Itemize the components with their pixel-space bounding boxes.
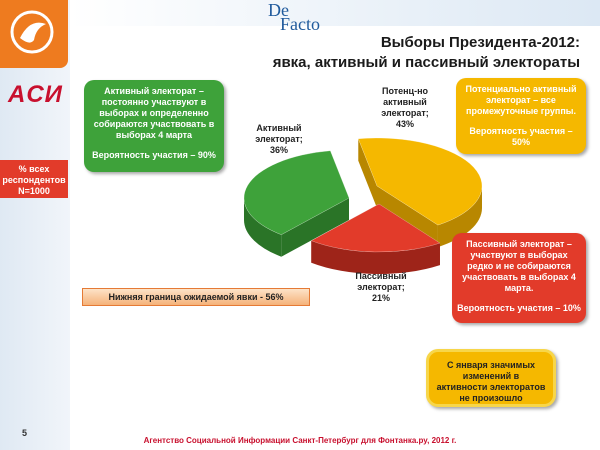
turnout-lower-bound-note: Нижняя граница ожидаемой явки - 56% — [82, 288, 310, 306]
title-line-2: явка, активный и пассивный электораты — [272, 54, 580, 71]
info-line-2: изменений в — [462, 371, 520, 381]
potential-electorate-callout — [456, 78, 586, 154]
title-line-1: Выборы Президента-2012: — [380, 34, 580, 51]
pie-label-potential — [370, 86, 440, 130]
info-line-3: активности электоратов — [436, 382, 546, 392]
pie-label-passive-line-1: Пассивный — [355, 271, 407, 281]
respondents-line-1: % всех — [18, 164, 50, 174]
active-callout-line-1: Активный электорат – — [104, 86, 204, 96]
pie-label-passive-value: 21% — [371, 293, 390, 303]
pie-label-passive — [346, 271, 416, 304]
pie-label-potential-value: 43% — [395, 119, 414, 129]
passive-callout-probability: Вероятность участия – 10% — [457, 303, 581, 313]
pie-label-active — [244, 123, 314, 156]
no-change-note — [426, 349, 556, 407]
passive-callout-line-2: участвуют в выборах — [470, 250, 568, 260]
passive-callout-line-3: редко и не собираются — [467, 261, 571, 271]
passive-callout-line-5: марта. — [504, 283, 534, 293]
potential-callout-line-1: Потенциально активный — [465, 84, 577, 94]
pie-label-potential-line-2: активный — [383, 97, 427, 107]
active-callout-line-4: собираются участвовать в — [93, 119, 215, 129]
potential-callout-line-2: электорат – все — [486, 95, 556, 105]
passive-callout-line-1: Пассивный электорат – — [466, 239, 572, 249]
potential-callout-line-3: промежуточные группы. — [466, 106, 576, 116]
pie-label-potential-line-1: Потенц-но — [381, 86, 429, 96]
active-electorate-callout — [84, 80, 224, 172]
passive-electorate-callout — [452, 233, 586, 323]
respondents-line-3: N=1000 — [18, 186, 50, 196]
passive-callout-line-4: участвовать в выборах 4 — [462, 272, 576, 282]
pie-label-active-line-1: Активный — [256, 123, 302, 133]
potential-callout-probability-2: 50% — [511, 137, 530, 147]
active-callout-probability: Вероятность участия – 90% — [92, 150, 216, 160]
pie-label-active-value: 36% — [269, 145, 288, 155]
pie-label-active-line-2: электорат; — [255, 134, 303, 144]
footer-credit: Агентство Социальной Информации Санкт-Петербург для Фонтанка.ру, 2012 г. — [143, 436, 457, 445]
svg-text:ACИ: ACИ — [8, 81, 63, 108]
potential-callout-probability-1: Вероятность участия – — [469, 126, 573, 136]
pie-label-potential-line-3: электорат; — [381, 108, 429, 118]
info-line-4: не произошло — [459, 393, 523, 403]
pie-label-passive-line-2: электорат; — [357, 282, 405, 292]
info-line-1: С января значимых — [446, 360, 536, 370]
page-number: 5 — [22, 428, 28, 438]
defacto-line-1: De — [268, 0, 289, 20]
active-callout-line-2: постоянно участвуют в — [101, 97, 207, 107]
defacto-line-2: Facto — [280, 14, 320, 34]
active-callout-line-5: выборах 4 марта — [115, 130, 193, 140]
respondents-line-2: респондентов — [2, 175, 66, 185]
active-callout-line-3: выборах и определенно — [99, 108, 209, 118]
